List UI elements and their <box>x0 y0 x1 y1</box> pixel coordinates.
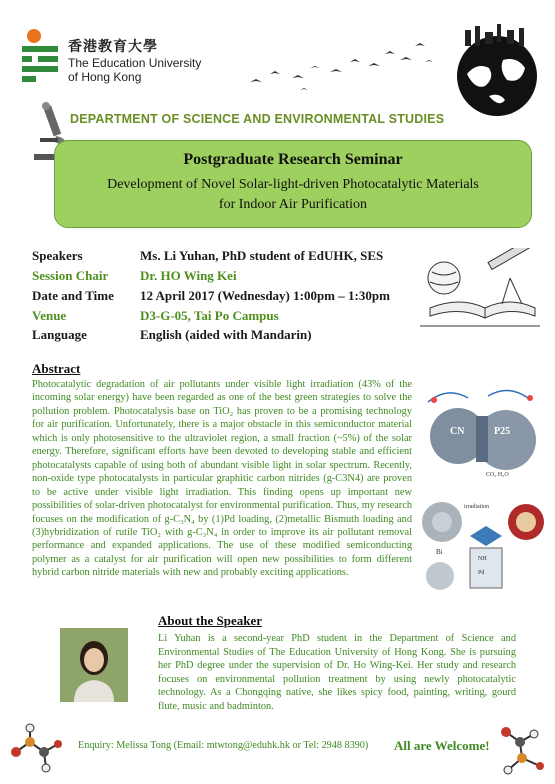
irradiation-label: irradiation <box>464 504 489 510</box>
eduhk-logo <box>22 28 62 84</box>
pd-label: Pd <box>478 570 485 576</box>
molecule-decoration-left <box>8 722 66 780</box>
nh-label: NH <box>478 556 487 562</box>
language-value: English (aided with Mandarin) <box>140 327 312 342</box>
abstract-body: Photocatalytic degradation of air pollutants under visible light irradiation (43% of the incoming solar energy) have been regarded as one of the best green strategies to solve the pollution problem. Photocatalysis base on TiO₂ has proven to be a promising technology for air purification. Unfortunately, there is a major obstacle in this semiconductor material which is only photosensitive to the ultraviolet region, a small fraction (~5%) of the solar energy. Therefore, significant efforts have been devoted to developing stable and efficient photocatalysts capable of using both of abundant visible light in solar spectrum. Recently, non-oxide type photocatalysts in particular graphitic carbon nitrides (g-C3N4) are proven to be active under visible light irradiation. This finding opens up important new possibilities of solar-driven photocatalyst for environmental purification. Thus, my research focuses on the modification of g-C₃N₄ by (1)Pd loading, (2)metallic Bismuth loading and (3)hybridization of rutile TiO₂ with g-C₃N₄ in order to improve its air pollutant removal performance and expanded applications. The use of these modified semiconducting polymer as a catalyst for air purification will open new possibilities to form different hybrid carbon nitride materials with new and probably exciting applications. <box>32 379 412 579</box>
bismuth-pd-catalyst-diagram <box>418 496 546 602</box>
date-time-value: 12 April 2017 (Wednesday) 1:00pm – 1:30pm <box>140 288 390 303</box>
speakers-value: Ms. Li Yuhan, PhD student of EdUHK, SES <box>140 248 384 263</box>
enquiry-contact: Enquiry: Melissa Tong (Email: mtwtong@eduhk.hk or Tel: 2948 8390) <box>78 740 369 751</box>
venue-value: D3-G-05, Tai Po Campus <box>140 308 279 323</box>
venue-label: Venue <box>32 308 67 323</box>
photocatalysis-diagram <box>418 382 546 488</box>
language-label: Language <box>32 327 87 342</box>
bi-label: Bi <box>436 548 443 556</box>
molecule-decoration-right <box>496 718 554 780</box>
speakers-label: Speakers <box>32 248 83 263</box>
p25-label: P25 <box>494 426 511 437</box>
university-name-line1: The Education University <box>68 56 202 70</box>
session-chair-value: Dr. HO Wing Kei <box>140 268 237 283</box>
session-chair-label: Session Chair <box>32 268 109 283</box>
speaker-photo <box>60 628 128 702</box>
flying-birds-illustration <box>240 32 440 102</box>
co2-label: CO₂ H₂O <box>486 472 509 478</box>
seminar-topic-line2: for Indoor Air Purification <box>218 197 368 212</box>
abstract-heading: Abstract <box>32 361 81 376</box>
all-welcome-text: All are Welcome! <box>394 738 490 753</box>
seminar-topic-line1: Development of Novel Solar-light-driven Photocatalytic Materials <box>107 177 479 192</box>
university-name-chinese: 香港教育大學 <box>68 39 158 55</box>
seminar-title: Postgraduate Research Seminar <box>183 151 403 168</box>
department-title: DEPARTMENT OF SCIENCE AND ENVIRONMENTAL STUDIES <box>70 112 445 126</box>
about-speaker-body: Li Yuhan is a second-year PhD student in the Department of Science and Environmental Studies of The Education University of Hong Kong. She is pursuing her PhD degree under the supervision of Dr. Ho Wing-Kei. Her study and research focuses on environmental pollution treatment by using newly photocatalytic technology. As a Chongqing native, she likes spicy food, painting, writing, gourd flute, music and badminton. <box>158 633 516 712</box>
book-globe-telescope-illustration <box>410 248 545 336</box>
university-name-line2: of Hong Kong <box>68 70 142 84</box>
seminar-title-box <box>54 140 532 228</box>
earth-city-illustration <box>445 24 543 118</box>
date-time-label: Date and Time <box>32 288 114 303</box>
cn-label: CN <box>450 426 465 437</box>
about-speaker-heading: About the Speaker <box>158 613 263 628</box>
